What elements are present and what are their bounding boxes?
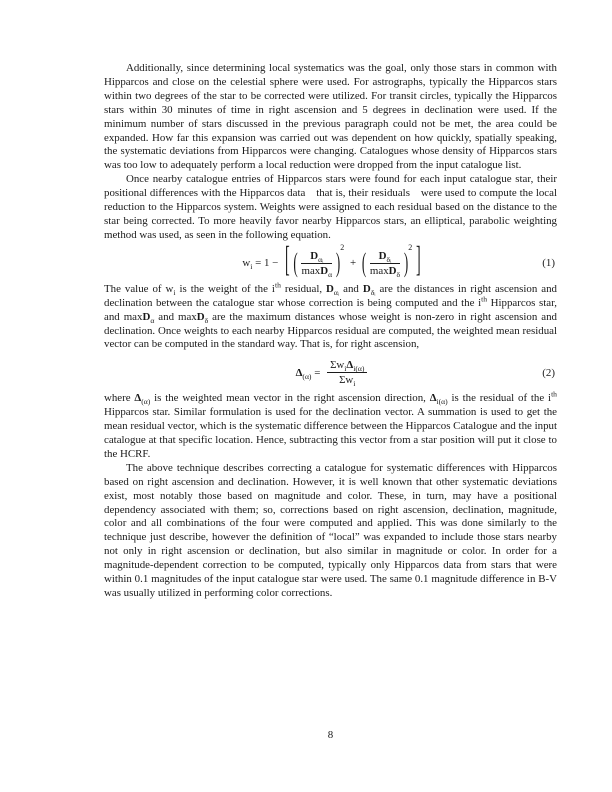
equation-number-2: (2) <box>542 366 555 379</box>
fraction-numerator: $D_{\delta ᵢ}$ <box>370 250 400 264</box>
paragraph-local-systematics: Additionally, since determining local systematics was the goal, only those stars in common with Hipparcos and close on the celestial sphere were used. For astrographs, typically the Hipparcos stars within two degrees of the star to be corrected were utilized. For transit circles, typically the Hipparcos stars within 30 minutes of time in right ascension and 5 degrees in declination were used. If the minimum number of stars discussed in the previous paragraph could not be met, the area could be expanded. How far this expansion was carried out was dependent on how quickly, spatially speaking, the systematic deviations from Hipparcos were changing. Catalogues whose density of Hipparcos stars was too low to adequately perform a local reduction were dropped from the input catalogue list. <box>104 62 557 172</box>
equation-2-lhs: $\Delta_{(\alpha)}$ = <box>295 366 321 381</box>
right-paren: ) <box>403 246 409 278</box>
right-square-bracket: ] <box>415 242 421 282</box>
exponent: 2 <box>408 243 413 253</box>
fraction-denominator: maxD$_\delta$ <box>369 264 401 279</box>
right-paren: ) <box>335 246 341 278</box>
page-text-block <box>104 62 557 601</box>
fraction-denominator: maxD$_\alpha$ <box>301 264 333 279</box>
equation-2-mean-residual <box>104 359 557 389</box>
fraction-numerator: $D_{\alpha ᵢ}$ <box>301 250 332 264</box>
plus-operator: + <box>349 257 357 270</box>
page-number: 8 <box>327 729 334 741</box>
paragraph-magnitude-color-corrections: The above technique describes correcting a catalogue for systematic differences with Hipparcos based on right ascension and declination. However, it is well known that other systematic deviations exist, most notably those based on magnitude and color. These, in turn, may have a positional dependency associated with them; so, corrections based on right ascension, declination, magnitude, color and all combinations of the four were computed and applied. This was done similarly to the technique just describe, however the definition of “local” was expanded to include those stars nearby not only in right ascension or declination, but also similar in magnitude or color. In order for a magnitude-dependent correction to be computed, typically only Hipparcos data from stars that were within 0.1 magnitudes of the input catalogue star were used. The same 0.1 magnitude difference in B-V was usually utilized in performing color corrections. <box>104 461 557 599</box>
left-square-bracket: [ <box>285 242 290 282</box>
left-paren: ( <box>293 246 298 278</box>
fraction-weighted-mean <box>327 359 367 389</box>
equation-1-body <box>239 242 421 282</box>
left-paren: ( <box>361 246 367 278</box>
equation-number-1: (1) <box>542 257 555 270</box>
paragraph-weighting-method: Once nearby catalogue entries of Hipparcos stars were found for each input catalogue star, their positional differences with the Hipparcos data that is, their residuals were used to compute the local reduction to the Hipparcos system. Weights were assigned to each residual based on the distance to the star being corrected. To more heavily favor nearby Hipparcos stars, an elliptical, parabolic weighting method was used, as seen in the following equation. <box>104 173 557 241</box>
fraction-denominator: $\Sigma w_i$ <box>339 374 356 389</box>
equation-1-lhs: $w_i = 1$ − <box>242 257 279 272</box>
fraction-numerator: $\Sigma w_i\Delta_{i(\alpha)}$ <box>327 359 367 373</box>
paragraph-weight-definition: The value of $w_i$ is the weight of the $i^{th}$ residual, $D_{\alpha ᵢ}$ and $D_{\delta ᵢ}$ are the distances in right ascension and declination between the catalogue star whose correction is being computed and the $i^{th}$ Hipparcos star, and maxD$_\alpha$ and maxD$_\delta$ are the maximum distances whose weight is non-zero in right ascension and declination. Once weights to each nearby Hipparcos residual are computed, the weighted mean residual vector can be computed in the standard way. That is, for right ascension, <box>104 280 558 351</box>
exponent: 2 <box>340 243 345 253</box>
equation-1-weight-formula <box>104 242 557 282</box>
fraction-ra-distance <box>301 250 332 277</box>
equation-2-body <box>293 359 369 389</box>
paragraph-mean-vector: where $\Delta_{(\alpha)}$ is the weighted mean vector in the right ascension direction, $\Delta_{i(\alpha)}$ is the residual of the $i^{th}$ Hipparcos star. Similar formulation is used for the declination vector. A summation is used to get the mean residual vector, which is the systematic difference between the Hipparcos Catalogue and the input catalogue at that specific location. Hence, subtracting this vector from a star position will put it close to the HCRF. <box>104 389 557 460</box>
fraction-dec-distance <box>370 250 400 277</box>
